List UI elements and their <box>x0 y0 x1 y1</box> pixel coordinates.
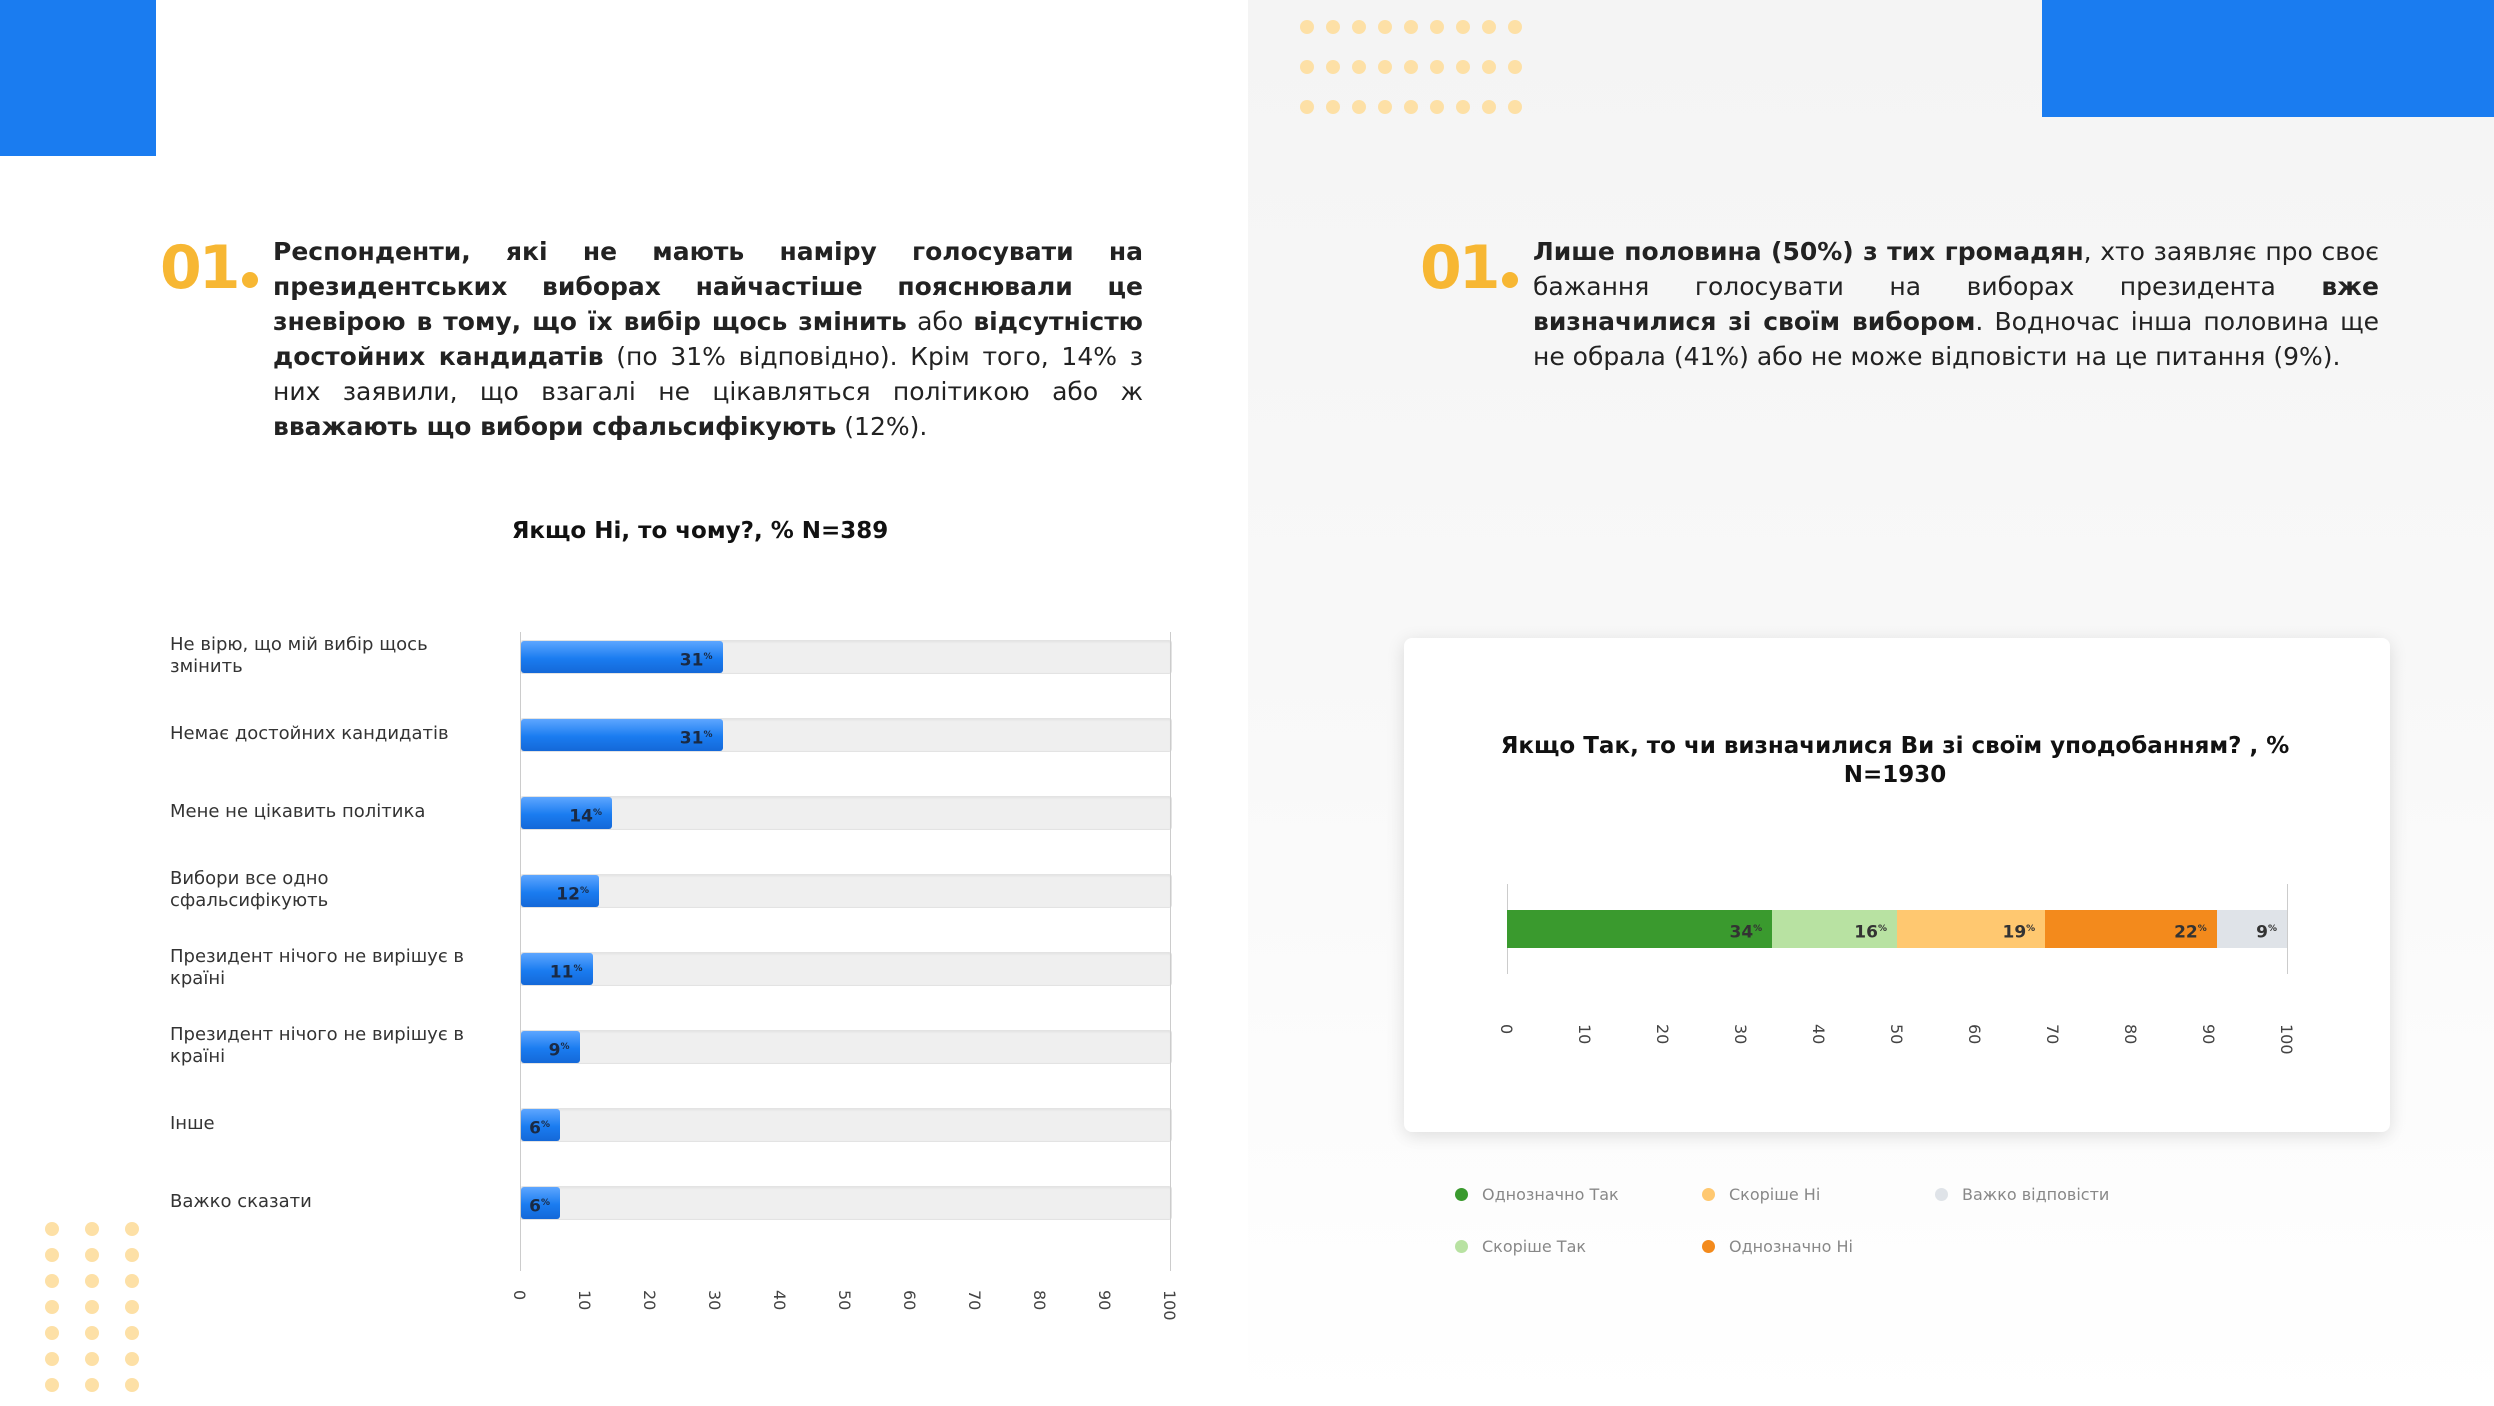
decorative-dot <box>1430 60 1444 74</box>
decorative-dot <box>45 1352 59 1366</box>
x-tick-label: 10 <box>1575 1024 1594 1045</box>
decorative-dot <box>45 1248 59 1262</box>
bar-track <box>520 640 1172 674</box>
decorative-dot <box>85 1300 99 1314</box>
bar-value-label: 11% <box>549 962 583 983</box>
decorative-dot <box>125 1352 139 1366</box>
bar-category-label: Президент нічого не вирішує в країні <box>170 946 465 989</box>
bar-value-label: 12% <box>556 884 589 905</box>
bar-value-label: 31% <box>679 728 713 749</box>
bar-category-label: Не вірю, що мій вибір щось змінить <box>170 634 428 677</box>
x-tick-label: 40 <box>770 1290 789 1311</box>
chart-title-right: Якщо Так, то чи визначилися Ви зі своїм уподобанням? , % N=1930 <box>1500 733 2290 788</box>
x-tick-label: 100 <box>1160 1290 1179 1321</box>
bar-category-label: Інше <box>170 1113 215 1134</box>
decorative-dot <box>85 1326 99 1340</box>
bar-category-label: Вибори все одно сфальсифікують <box>170 868 329 911</box>
decorative-dot <box>1404 60 1418 74</box>
decorative-dot <box>1300 20 1314 34</box>
chart-title-left: Якщо Ні, то чому?, % N=389 <box>511 518 889 544</box>
bar-category-label: Немає достойних кандидатів <box>170 723 449 744</box>
decorative-dot <box>1456 20 1470 34</box>
decorative-dot <box>1326 60 1340 74</box>
decorative-dot <box>85 1248 99 1262</box>
bar-fill <box>521 641 723 673</box>
legend-label: Важко відповісти <box>1962 1185 2110 1204</box>
legend-label: Скоріше Так <box>1482 1237 1587 1256</box>
x-axis-line-right <box>1170 632 1171 1271</box>
legend-item <box>1455 1185 1619 1204</box>
x-tick-label: 70 <box>965 1290 984 1311</box>
decorative-dot <box>125 1248 139 1262</box>
decorative-dot <box>1352 60 1366 74</box>
decorative-dot <box>1352 100 1366 114</box>
x-axis-line-right <box>2287 884 2288 974</box>
decorative-dot <box>85 1274 99 1288</box>
bar-track <box>520 796 1172 830</box>
bar-track <box>520 874 1172 908</box>
decorative-dot <box>1378 60 1392 74</box>
x-tick-label: 30 <box>705 1290 724 1311</box>
chart-card <box>1404 638 2390 1132</box>
bar-fill <box>521 719 723 751</box>
decorative-dot <box>125 1300 139 1314</box>
x-tick-label: 40 <box>1809 1024 1828 1045</box>
decorative-dot <box>45 1300 59 1314</box>
decorative-dot <box>1482 20 1496 34</box>
x-tick-label: 0 <box>510 1290 529 1301</box>
bar-value-label: 9% <box>548 1040 570 1061</box>
x-tick-label: 50 <box>835 1290 854 1311</box>
legend-swatch <box>1455 1240 1468 1253</box>
decorative-dot <box>1430 20 1444 34</box>
decorative-dot <box>1378 100 1392 114</box>
stacked-segment <box>2045 910 2217 948</box>
x-tick-label: 0 <box>1497 1024 1516 1035</box>
bar-track <box>520 1108 1172 1142</box>
x-tick-label: 60 <box>900 1290 919 1311</box>
legend-swatch <box>1935 1188 1948 1201</box>
decorative-dot <box>1352 20 1366 34</box>
bar-category-label: Важко сказати <box>170 1191 312 1212</box>
bar-value-label: 31% <box>679 650 713 671</box>
segment-value-label: 19% <box>2002 922 2036 943</box>
bar-category-label: Мене не цікавить політика <box>170 801 426 822</box>
section-number-left: 01 <box>160 238 258 298</box>
bar-fill <box>521 953 593 985</box>
decorative-dot <box>125 1274 139 1288</box>
legend-label: Однозначно Ні <box>1729 1237 1853 1256</box>
decorative-dot <box>125 1326 139 1340</box>
x-tick-label: 30 <box>1731 1024 1750 1045</box>
x-tick-label: 60 <box>1965 1024 1984 1045</box>
bar-fill <box>521 797 612 829</box>
stacked-segment <box>1507 910 1772 948</box>
x-tick-label: 70 <box>2043 1024 2062 1045</box>
legend-item <box>1702 1237 1853 1256</box>
bar-track <box>520 1186 1172 1220</box>
decorative-dot <box>1404 100 1418 114</box>
x-axis-line <box>520 632 521 1271</box>
legend-item <box>1935 1185 2109 1204</box>
bar-fill <box>521 1109 560 1141</box>
x-tick-label: 80 <box>2121 1024 2140 1045</box>
decorative-dot <box>45 1222 59 1236</box>
bar-value-label: 6% <box>529 1196 550 1217</box>
bar-track <box>520 718 1172 752</box>
decorative-dot <box>1508 20 1522 34</box>
bar-fill <box>521 1031 580 1063</box>
decorative-dot <box>125 1378 139 1392</box>
x-tick-label: 80 <box>1030 1290 1049 1311</box>
decorative-dot <box>1326 20 1340 34</box>
decorative-dot <box>45 1274 59 1288</box>
decorative-dots-top <box>1300 20 1522 114</box>
decorative-dot <box>125 1222 139 1236</box>
decorative-dot <box>45 1326 59 1340</box>
bar-track <box>520 952 1172 986</box>
decorative-dot <box>1326 100 1340 114</box>
legend-swatch <box>1702 1188 1715 1201</box>
legend-swatch <box>1702 1240 1715 1253</box>
bar-value-label: 14% <box>569 806 602 827</box>
segment-value-label: 34% <box>1729 922 1763 943</box>
segment-value-label: 22% <box>2174 922 2207 943</box>
decorative-dot <box>1300 60 1314 74</box>
decorative-dot <box>1482 100 1496 114</box>
decorative-dot <box>1300 100 1314 114</box>
decorative-dot <box>1456 100 1470 114</box>
stacked-segment <box>2217 910 2287 948</box>
legend-item <box>1455 1237 1586 1256</box>
legend-item <box>1702 1185 1820 1204</box>
x-tick-label: 20 <box>1653 1024 1672 1045</box>
decorative-dot <box>85 1352 99 1366</box>
bar-value-label: 6% <box>529 1118 550 1139</box>
bar-track <box>520 1030 1172 1064</box>
segment-value-label: 9% <box>2256 922 2277 943</box>
decorative-dot <box>1404 20 1418 34</box>
decorative-dots-bottom-left <box>45 1222 139 1392</box>
x-tick-label: 90 <box>1095 1290 1114 1311</box>
bar-fill <box>521 875 599 907</box>
x-tick-label: 90 <box>2199 1024 2218 1045</box>
section-number-right: 01 <box>1420 238 1518 298</box>
legend-swatch <box>1455 1188 1468 1201</box>
segment-value-label: 16% <box>1854 922 1887 943</box>
decorative-dot <box>1430 100 1444 114</box>
stacked-segment <box>1897 910 2045 948</box>
x-tick-label: 10 <box>575 1290 594 1311</box>
decorative-dot <box>45 1378 59 1392</box>
decorative-dot <box>1482 60 1496 74</box>
summary-paragraph-left: Респонденти, які не мають наміру голосувати на президентських виборах найчастіше пояснювали це зневірою в тому, що їх вибір щось змінить або відсутністю достойних кандидатів (по 31% відповідно). Крім того, 14% з них заявили, що взагалі не цікавляться політикою або ж вважають що вибори сфальсифікують (12%). <box>273 237 1143 441</box>
summary-paragraph-right: Лише половина (50%) з тих громадян, хто заявляє про своє бажання голосувати на виборах президента вже визначилися зі своїм вибором. Водночас інша половина ще не обрала (41%) або не може відповісти на це питання (9%). <box>1533 237 2380 371</box>
decorative-dot <box>1456 60 1470 74</box>
x-tick-label: 20 <box>640 1290 659 1311</box>
legend-label: Однозначно Так <box>1482 1185 1619 1204</box>
decorative-dot <box>1378 20 1392 34</box>
decorative-dot <box>1508 60 1522 74</box>
decorative-dot <box>85 1222 99 1236</box>
stacked-segment <box>1772 910 1897 948</box>
decorative-dot <box>85 1378 99 1392</box>
decorative-dot <box>1508 100 1522 114</box>
blue-corner-block-right <box>2042 0 2494 117</box>
x-tick-label: 100 <box>2277 1024 2296 1055</box>
blue-corner-block-left <box>0 0 156 156</box>
bar-category-label: Президент нічого не вирішує в країні <box>170 1024 465 1067</box>
bar-fill <box>521 1187 560 1219</box>
legend-label: Скоріше Ні <box>1729 1185 1821 1204</box>
x-tick-label: 50 <box>1887 1024 1906 1045</box>
